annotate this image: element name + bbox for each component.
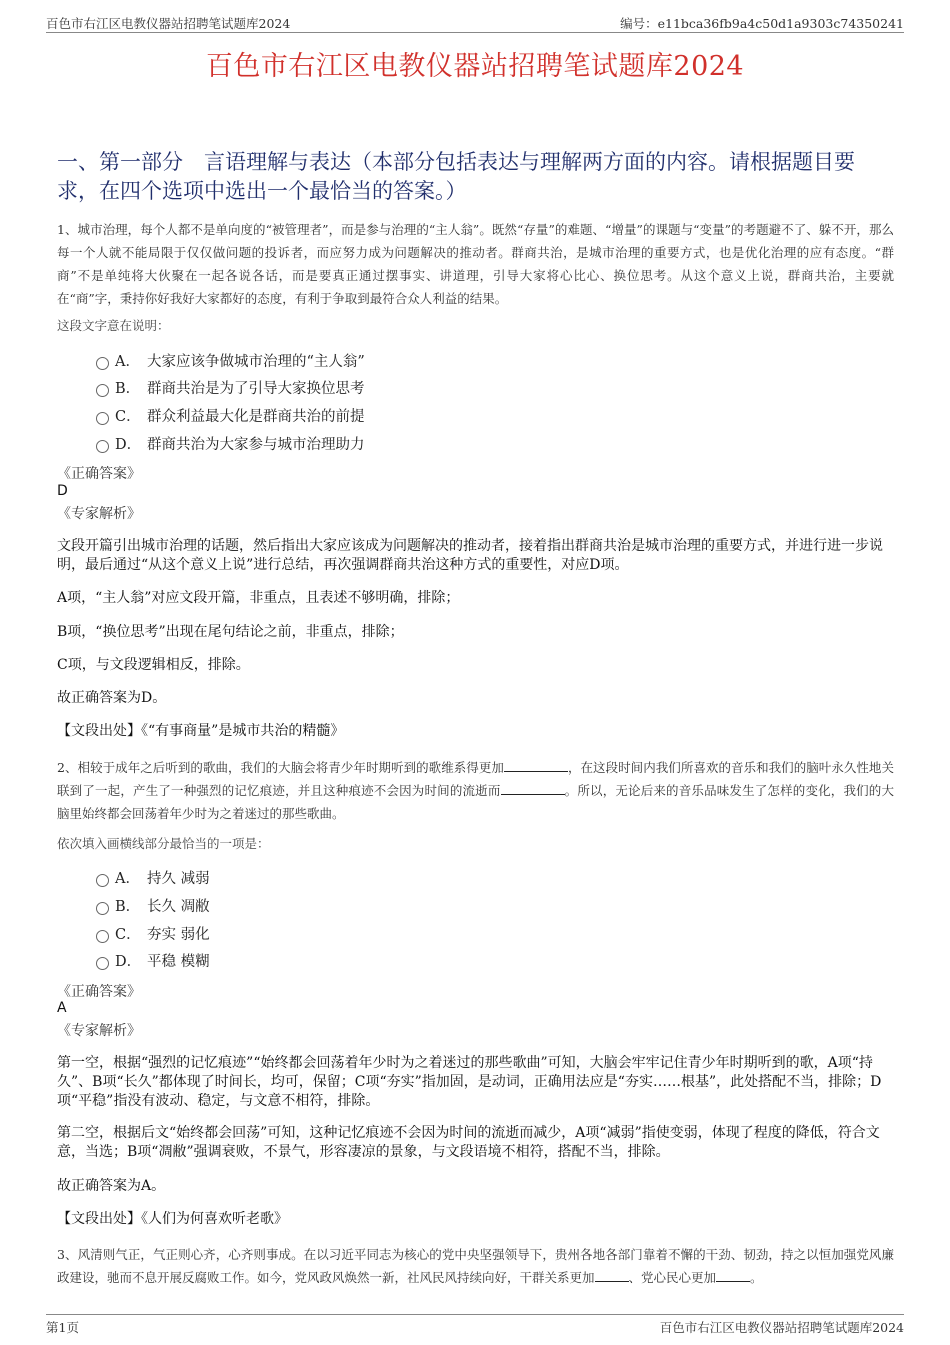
question-text-part: 3、风清则气正，气正则心齐，心齐则事成。在以习近平同志为核心的党中央坚强领导下，贵州各地各部门靠着不懈的干劲、韧劲，持之以恒加强党风廉政建设，驰而不息开展反腐败工作。如今，党风政风焕然一新，社风民风持续向好，干群关系更加: [57, 1247, 894, 1285]
question-text-part: ，在这段时间内我们所喜欢的音乐和我们的脑叶永久性地关联到了一起，产生了一种强烈的记忆痕迹，并且这种痕迹不会因为时间的流逝而: [57, 760, 894, 798]
analysis-paragraph: C项，与文段逻辑相反，排除。: [57, 657, 250, 673]
question-text-part: 、党心民心更加: [628, 1270, 717, 1285]
q1-option-d[interactable]: [96, 433, 365, 455]
header-doc-title: 百色市右江区电教仪器站招聘笔试题库2024: [46, 16, 291, 31]
q2-option-d[interactable]: [96, 950, 210, 972]
question-2-text: [57, 756, 894, 825]
option-text: 持久 减弱: [147, 871, 210, 887]
radio-icon[interactable]: [96, 957, 109, 970]
correct-answer-label: 《正确答案》: [57, 984, 141, 1000]
question-2-prompt: 依次填入画横线部分最恰当的一项是：: [57, 836, 270, 851]
question-text-part: 2、相较于成年之后听到的歌曲，我们的大脑会将青少年时期听到的歌维系得更加: [57, 760, 504, 775]
q1-option-c[interactable]: [96, 405, 365, 427]
option-letter: C．: [115, 409, 141, 425]
page-number: 第1页: [46, 1320, 79, 1335]
radio-icon[interactable]: [96, 902, 109, 915]
q2-option-a[interactable]: [96, 867, 210, 889]
fill-blank: [504, 758, 568, 772]
radio-icon[interactable]: [96, 412, 109, 425]
option-text: 平稳 模糊: [147, 954, 210, 970]
radio-icon[interactable]: [96, 384, 109, 397]
analysis-paragraph: 第二空，根据后文“始终都会回荡”可知，这种记忆痕迹不会因为时间的流逝而减少，A项“减弱”指使变弱，体现了程度的降低，符合文意，当选；B项“凋敝”强调衰败，不景气，形容凄凉的景象，与文段语境不相符，搭配不当，排除。: [57, 1125, 880, 1160]
option-text: 群商共治为大家参与城市治理助力: [147, 437, 365, 453]
page-footer: [46, 1314, 904, 1335]
analysis-paragraph: 文段开篇引出城市治理的话题，然后指出大家应该成为问题解决的推动者，接着指出群商共治是城市治理的重要方式，并进行进一步说明，最后通过“从这个意义上说”进行总结，再次强调群商共治这种方式的重要性，对应D项。: [57, 538, 883, 573]
option-letter: B．: [115, 899, 141, 915]
fill-blank: [716, 1268, 750, 1282]
q1-option-a[interactable]: [96, 350, 365, 372]
radio-icon[interactable]: [96, 357, 109, 370]
section-heading: 一、第一部分 言语理解与表达（本部分包括表达与理解两方面的内容。请根据题目要求，在四个选项中选出一个最恰当的答案。）: [57, 150, 855, 203]
analysis-paragraph: B项，“换位思考”出现在尾句结论之前，非重点，排除；: [57, 624, 404, 640]
option-letter: A．: [115, 871, 140, 887]
footer-doc-title: 百色市右江区电教仪器站招聘笔试题库2024: [659, 1320, 904, 1335]
option-letter: A．: [115, 354, 140, 370]
option-letter: B．: [115, 381, 141, 397]
correct-answer-value: A: [57, 1000, 67, 1016]
analysis-paragraph: A项，“主人翁”对应文段开篇，非重点，且表述不够明确，排除；: [57, 590, 460, 606]
analysis-paragraph: 第一空，根据“强烈的记忆痕迹”“始终都会回荡着年少时为之着迷过的那些歌曲”可知，大脑会牢牢记住青少年时期听到的歌，A项“持久”、B项“长久”都体现了时间长，均可，保留；C项“夯实”指加固，是动词，正确用法应是“夯实……根基”，此处搭配不当，排除；D项“平稳”指没有波动、稳定，与文意不相符，排除。: [57, 1055, 882, 1109]
option-text: 群商共治是为了引导大家换位思考: [147, 381, 365, 397]
option-letter: D．: [115, 437, 142, 453]
option-text: 长久 凋敝: [147, 899, 210, 915]
question-text-part: 。: [750, 1270, 763, 1285]
option-text: 大家应该争做城市治理的“主人翁”: [147, 354, 365, 370]
question-1-prompt: 这段文字意在说明：: [57, 318, 170, 333]
correct-answer-value: D: [57, 483, 68, 499]
option-letter: C．: [115, 927, 141, 943]
fill-blank: [595, 1268, 629, 1282]
analysis-conclusion: 故正确答案为D。: [57, 690, 167, 706]
q2-option-c[interactable]: [96, 923, 210, 945]
source-citation: 【文段出处】《“有事商量”是城市共治的精髓》: [57, 723, 345, 739]
radio-icon[interactable]: [96, 440, 109, 453]
expert-analysis-label: 《专家解析》: [57, 1023, 141, 1039]
q2-option-b[interactable]: [96, 895, 210, 917]
radio-icon[interactable]: [96, 930, 109, 943]
expert-analysis-label: 《专家解析》: [57, 506, 141, 522]
source-citation: 【文段出处】《人们为何喜欢听老歌》: [57, 1211, 288, 1227]
fill-blank: [501, 781, 565, 795]
q1-option-b[interactable]: [96, 377, 365, 399]
option-letter: D．: [115, 954, 142, 970]
page-header: [46, 12, 904, 33]
document-title: 百色市右江区电教仪器站招聘笔试题库2024: [205, 51, 745, 82]
option-text: 夯实 弱化: [147, 927, 210, 943]
question-3-text: [57, 1243, 894, 1289]
question-text-part: 。所以，无论后来的音乐品味发生了怎样的变化，我们的大脑里始终都会回荡着年少时为之着迷过的那些歌曲。: [57, 783, 894, 821]
header-doc-number: 编号：e11bca36fb9a4c50d1a9303c74350241: [620, 16, 904, 31]
correct-answer-label: 《正确答案》: [57, 466, 141, 482]
analysis-conclusion: 故正确答案为A。: [57, 1178, 166, 1194]
question-1-text: 1、城市治理，每个人都不是单向度的“被管理者”，而是参与治理的“主人翁”。既然“存量”的难题、“增量”的课题与“变量”的考题避不了、躲不开，那么每一个人就不能局限于仅仅做问题的投诉者，而应努力成为问题解决的推动者。群商共治，是城市治理的重要方式，也是优化治理的应有态度。“群商”不是单纯将大伙聚在一起各说各话，而是要真正通过摆事实、讲道理，引导大家将心比心、换位思考。从这个意义上说，群商共治，主要就在“商”字，秉持你好我好大家都好的态度，有利于争取到最符合众人利益的结果。: [57, 222, 894, 306]
option-text: 群众利益最大化是群商共治的前提: [147, 409, 365, 425]
radio-icon[interactable]: [96, 874, 109, 887]
